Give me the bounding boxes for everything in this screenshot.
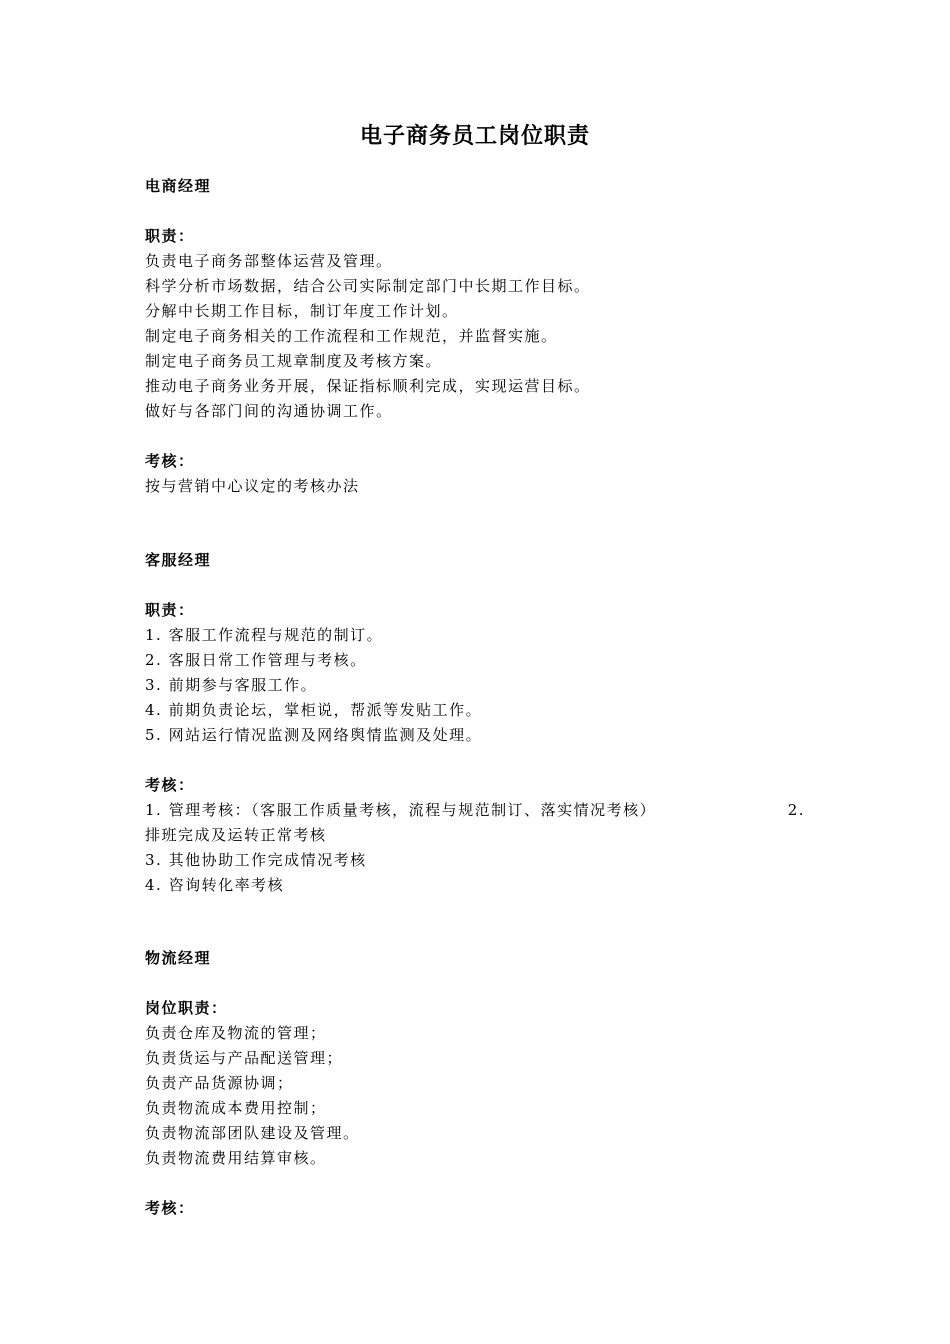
assess-label: 考核： xyxy=(145,776,195,794)
duty-item: 科学分析市场数据，结合公司实际制定部门中长期工作目标。 xyxy=(145,277,591,295)
section-customer-service-manager xyxy=(145,548,825,898)
duty-item: 负责物流费用结算审核。 xyxy=(145,1149,327,1167)
duty-item: 负责仓库及物流的管理； xyxy=(145,1024,327,1042)
assess-label: 考核： xyxy=(145,1199,195,1217)
assess-item: 3. 其他协助工作完成情况考核 xyxy=(145,851,367,869)
assess-item: 1. 管理考核：（客服工作质量考核，流程与规范制订、落实情况考核） xyxy=(145,801,657,819)
duty-item: 3. 前期参与客服工作。 xyxy=(145,676,318,694)
duty-item: 1. 客服工作流程与规范的制订。 xyxy=(145,626,384,644)
duties-label: 岗位职责： xyxy=(145,999,228,1017)
assess-label: 考核： xyxy=(145,452,195,470)
assess-item: 按与营销中心议定的考核办法 xyxy=(145,477,360,495)
duty-item: 负责物流成本费用控制； xyxy=(145,1099,327,1117)
section-heading: 电商经理 xyxy=(145,177,212,195)
section-logistics-manager xyxy=(145,946,825,1221)
duties-label: 职责： xyxy=(145,227,195,245)
section-ecommerce-manager xyxy=(145,174,825,499)
assess-item: 排班完成及运转正常考核 xyxy=(145,826,327,844)
page-title: 电子商务员工岗位职责 xyxy=(359,124,590,149)
assess-item-number: 2. xyxy=(787,801,805,819)
duty-item: 负责物流部团队建设及管理。 xyxy=(145,1124,360,1142)
duty-item: 制定电子商务员工规章制度及考核方案。 xyxy=(145,352,443,370)
duty-item: 负责电子商务部整体运营及管理。 xyxy=(145,252,393,270)
section-heading: 物流经理 xyxy=(145,949,212,967)
duty-item: 推动电子商务业务开展，保证指标顺利完成，实现运营目标。 xyxy=(145,377,591,395)
duty-item: 4. 前期负责论坛，掌柜说，帮派等发贴工作。 xyxy=(145,701,483,719)
assess-item-wrapped xyxy=(145,798,805,823)
duty-item: 负责货运与产品配送管理； xyxy=(145,1049,344,1067)
assess-item: 4. 咨询转化率考核 xyxy=(145,876,285,894)
duty-item: 分解中长期工作目标，制订年度工作计划。 xyxy=(145,302,459,320)
section-heading: 客服经理 xyxy=(145,551,212,569)
duty-item: 负责产品货源协调； xyxy=(145,1074,294,1092)
duties-label: 职责： xyxy=(145,601,195,619)
duty-item: 5. 网站运行情况监测及网络舆情监测及处理。 xyxy=(145,726,483,744)
duty-item: 2. 客服日常工作管理与考核。 xyxy=(145,651,367,669)
duty-item: 制定电子商务相关的工作流程和工作规范，并监督实施。 xyxy=(145,327,558,345)
duty-item: 做好与各部门间的沟通协调工作。 xyxy=(145,402,393,420)
